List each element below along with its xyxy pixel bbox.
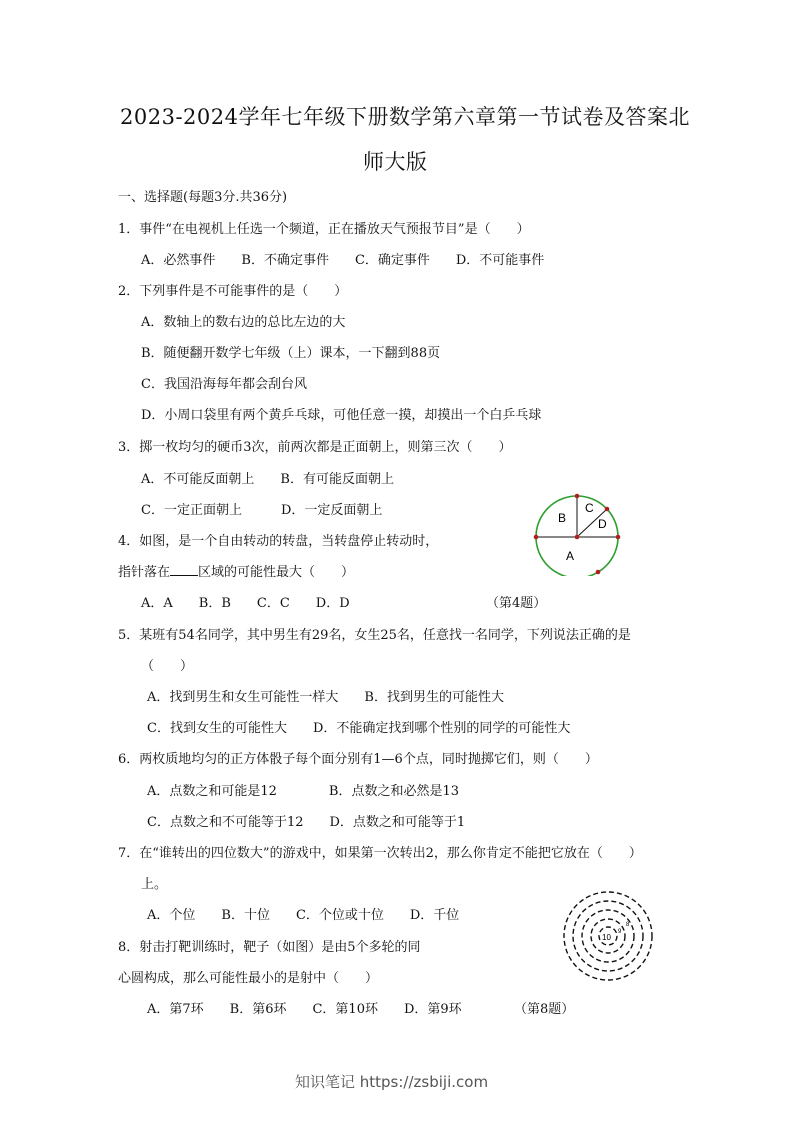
q7-stem-line1: 7．在“谁转出的四位数大”的游戏中，如果第一次转出2，那么你肯定不能把它放在（ ） [118, 846, 642, 861]
spinner-label-d: D [598, 517, 607, 531]
q4-stem-pre: 指针落在 [118, 565, 171, 580]
q2-option-a: A．数轴上的数右边的总比左边的大 [141, 315, 346, 330]
q4-caption: （第4题） [486, 596, 547, 611]
q3-stem: 3．掷一枚均匀的硬币3次，前两次都是正面朝上，则第三次（ ） [118, 440, 512, 455]
spinner-dot [575, 535, 580, 540]
page-title-line1: 2023-2024学年七年级下册数学第六章第一节试卷及答案北 [120, 105, 690, 129]
q3-options-ab: A．不可能反面朝上 B．有可能反面朝上 [141, 472, 394, 487]
footer-watermark: 知识笔记 https://zsbiji.com [295, 1073, 489, 1091]
q8-stem-line1: 8．射击打靶训练时，靶子（如图）是由5个多轮的同 [118, 940, 421, 955]
spinner-dot [575, 494, 580, 499]
target-figure [560, 888, 656, 984]
target-label-9: 9 [618, 929, 622, 935]
spinner-label-a: A [566, 549, 575, 563]
target-label-8: 8 [626, 922, 630, 928]
q2-option-d: D．小周口袋里有两个黄乒乓球，可他任意一摸，却摸出一个白乒乓球 [141, 408, 542, 423]
q1-stem: 1．事件“在电视机上任选一个频道，正在播放天气预报节目”是（ ） [118, 222, 530, 237]
q6-options-cd: C．点数之和不可能等于12 D．点数之和可能等于1 [147, 815, 466, 830]
q8-options: A．第7环 B．第6环 C．第10环 D．第9环 [147, 1002, 462, 1017]
q3-options-cd: C．一定正面朝上 D．一定反面朝上 [141, 503, 383, 518]
q5-options-ab: A．找到男生和女生可能性一样大 B．找到男生的可能性大 [147, 690, 504, 705]
page-title-line2: 师大版 [363, 150, 428, 174]
section-heading: 一、选择题(每题3分.共36分) [118, 190, 288, 205]
q1-options: A．必然事件 B．不确定事件 C．确定事件 D．不可能事件 [141, 253, 545, 268]
spinner-dot [616, 535, 621, 540]
spinner-dot [534, 535, 539, 540]
q5-options-cd: C．找到女生的可能性大 D．不能确定找到哪个性别的同学的可能性大 [147, 721, 571, 736]
q4-answer-blank [170, 563, 198, 576]
q7-stem-line2: 上。 [141, 877, 168, 892]
q5-stem-line2: （ ） [141, 659, 194, 674]
q2-option-c: C．我国沿海每年都会刮台风 [141, 377, 307, 392]
spinner-label-b: B [558, 511, 567, 525]
q4-stem-line2 [118, 561, 354, 580]
target-label-10: 10 [602, 933, 611, 942]
q8-caption: （第8题） [514, 1002, 575, 1017]
spinner-dot [596, 570, 601, 575]
q5-stem-line1: 5．某班有54名同学，其中男生有29名，女生25名，任意找一名同学，下列说法正确的是 [118, 628, 631, 643]
q2-option-b: B．随便翻开数学七年级（上）课本，一下翻到88页 [141, 346, 441, 361]
q6-options-ab: A．点数之和可能是12 B．点数之和必然是13 [147, 784, 460, 799]
q4-stem-post: 区域的可能性最大（ ） [198, 565, 355, 580]
q6-stem: 6．两枚质地均匀的正方体骰子每个面分别有1—6个点，同时抛掷它们，则（ ） [118, 752, 598, 767]
q4-stem-line1: 4．如图，是一个自由转动的转盘，当转盘停止转动时， [118, 534, 439, 549]
spinner-dot [605, 507, 610, 512]
q2-stem: 2．下列事件是不可能事件的是（ ） [118, 284, 348, 299]
spinner-label-c: C [585, 501, 594, 515]
q8-stem-line2: 心圆构成，那么可能性最小的是射中（ ） [118, 971, 379, 986]
spinner-figure [532, 490, 624, 576]
q4-options: A．A B．B C．C D．D [141, 596, 350, 611]
q7-options: A．个位 B．十位 C．个位或十位 D．千位 [147, 908, 460, 923]
